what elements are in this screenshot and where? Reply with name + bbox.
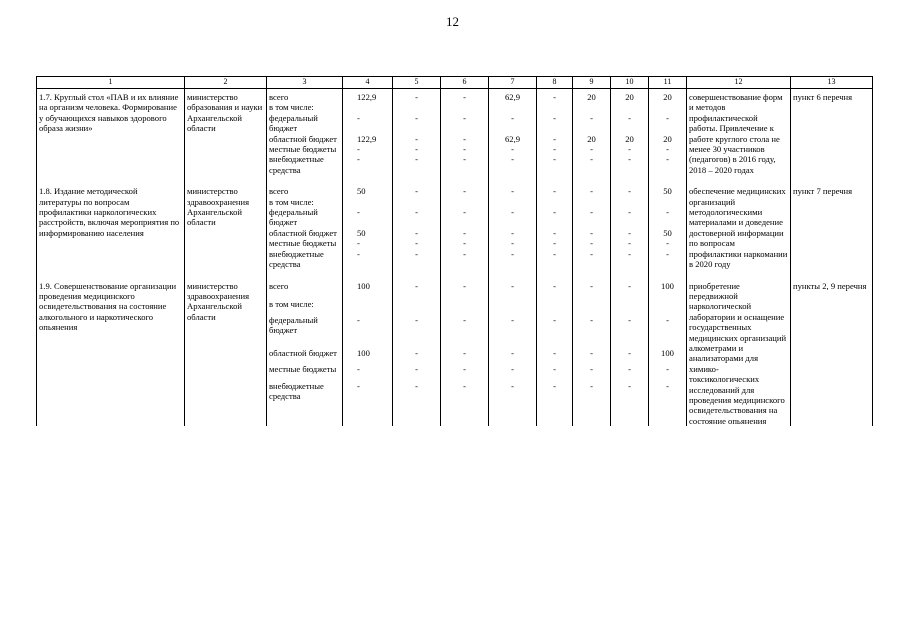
amount-cell: -	[537, 207, 573, 228]
amount-cell: -	[343, 364, 393, 380]
table-body	[37, 89, 873, 427]
amount-cell: -	[441, 228, 489, 238]
amount-cell: -	[343, 238, 393, 248]
amount-cell	[649, 197, 687, 207]
amount-cell: -	[573, 364, 611, 380]
amount-cell: -	[649, 364, 687, 380]
amount-cell: -	[393, 238, 441, 248]
amount-cell: -	[649, 154, 687, 183]
column-header: 4	[343, 77, 393, 89]
amount-cell: -	[489, 249, 537, 278]
amount-cell: -	[537, 364, 573, 380]
amount-cell: -	[489, 364, 537, 380]
amount-cell: -	[611, 381, 649, 427]
column-header: 5	[393, 77, 441, 89]
amount-cell: -	[393, 228, 441, 238]
amount-cell: -	[611, 315, 649, 348]
amount-cell: 50	[649, 228, 687, 238]
amount-cell	[393, 197, 441, 207]
amount-cell: -	[537, 228, 573, 238]
amount-cell: -	[393, 154, 441, 183]
amount-cell: 100	[343, 278, 393, 299]
amount-cell: -	[393, 144, 441, 154]
funding-source-cell: местные бюджеты	[267, 238, 343, 248]
amount-cell: -	[393, 113, 441, 134]
funding-source-cell: федеральный бюджет	[267, 113, 343, 134]
amount-cell: -	[343, 144, 393, 154]
amount-cell: -	[489, 228, 537, 238]
amount-cell: -	[573, 315, 611, 348]
funding-source-cell: внебюджетные средства	[267, 381, 343, 427]
amount-cell: -	[537, 183, 573, 196]
amount-cell: 20	[649, 134, 687, 144]
funding-source-cell: областной бюджет	[267, 228, 343, 238]
column-header: 2	[185, 77, 267, 89]
funding-source-cell: всего	[267, 278, 343, 299]
amount-cell: -	[489, 144, 537, 154]
column-header: 1	[37, 77, 185, 89]
amount-cell: -	[393, 278, 441, 299]
column-header: 12	[687, 77, 791, 89]
executor-cell: министерство здравоохранения Архангельской области	[185, 183, 267, 277]
column-number-row	[37, 77, 873, 89]
amount-cell: -	[573, 207, 611, 228]
program-table	[36, 76, 873, 426]
amount-cell: -	[441, 278, 489, 299]
funding-source-cell: федеральный бюджет	[267, 315, 343, 348]
amount-cell	[393, 299, 441, 315]
amount-cell	[573, 197, 611, 207]
amount-cell: -	[393, 364, 441, 380]
amount-cell: -	[489, 154, 537, 183]
amount-cell: -	[343, 154, 393, 183]
amount-cell: -	[441, 144, 489, 154]
funding-source-cell: областной бюджет	[267, 348, 343, 364]
funding-source-cell: всего	[267, 89, 343, 103]
table-row	[37, 89, 873, 103]
amount-cell: 100	[649, 348, 687, 364]
amount-cell: -	[441, 381, 489, 427]
amount-cell	[649, 299, 687, 315]
amount-cell: -	[611, 238, 649, 248]
measure-cell: 1.7. Круглый стол «ПАВ и их влияние на организм человека. Формирование у обучающихся навыков здорового образа жизни»	[37, 89, 185, 184]
amount-cell: -	[537, 134, 573, 144]
amount-cell: -	[537, 278, 573, 299]
amount-cell	[441, 102, 489, 112]
amount-cell: 50	[343, 183, 393, 196]
amount-cell	[393, 102, 441, 112]
expected-result-cell: совершенствование форм и методов профилактической работы. Привлечение к работе круглого стола не менее 30 участников (педагогов) в 2016 году, 2018 – 2020 годах	[687, 89, 791, 184]
amount-cell: -	[537, 238, 573, 248]
amount-cell: -	[611, 113, 649, 134]
amount-cell	[537, 102, 573, 112]
amount-cell: -	[611, 249, 649, 278]
table-row	[37, 278, 873, 299]
amount-cell	[611, 299, 649, 315]
funding-source-cell: местные бюджеты	[267, 364, 343, 380]
amount-cell: -	[573, 113, 611, 134]
amount-cell: -	[649, 207, 687, 228]
expected-result-cell: обеспечение медицинских организаций методологическими материалами и доведение достоверной информации по вопросам профилактики наркомании в 2020 году	[687, 183, 791, 277]
column-header: 8	[537, 77, 573, 89]
amount-cell: -	[611, 348, 649, 364]
column-header: 9	[573, 77, 611, 89]
amount-cell	[489, 299, 537, 315]
amount-cell: -	[611, 207, 649, 228]
funding-source-cell: в том числе:	[267, 102, 343, 112]
column-header: 10	[611, 77, 649, 89]
amount-cell: 100	[649, 278, 687, 299]
amount-cell: -	[343, 249, 393, 278]
amount-cell: -	[573, 228, 611, 238]
amount-cell	[611, 197, 649, 207]
amount-cell: -	[489, 278, 537, 299]
amount-cell: -	[611, 154, 649, 183]
amount-cell: 20	[573, 134, 611, 144]
amount-cell: -	[537, 348, 573, 364]
amount-cell: -	[649, 381, 687, 427]
amount-cell: 100	[343, 348, 393, 364]
amount-cell: 20	[611, 89, 649, 103]
amount-cell: -	[489, 183, 537, 196]
amount-cell	[537, 299, 573, 315]
table-row	[37, 183, 873, 196]
amount-cell: -	[537, 144, 573, 154]
amount-cell: -	[611, 278, 649, 299]
amount-cell: -	[441, 348, 489, 364]
amount-cell: 122,9	[343, 89, 393, 103]
amount-cell: 62,9	[489, 89, 537, 103]
amount-cell: -	[393, 89, 441, 103]
amount-cell	[649, 102, 687, 112]
amount-cell: -	[393, 249, 441, 278]
amount-cell: -	[611, 228, 649, 238]
amount-cell: -	[537, 154, 573, 183]
amount-cell: -	[537, 249, 573, 278]
column-header: 6	[441, 77, 489, 89]
column-header: 11	[649, 77, 687, 89]
amount-cell: -	[649, 113, 687, 134]
amount-cell: 62,9	[489, 134, 537, 144]
expected-result-cell: приобретение передвижной наркологической лаборатории и оснащение государственных медицинских организаций алкометрами и анализаторами для химико-токсикологических исследований для проведения медицинского освидетельствования на состояние опьянения	[687, 278, 791, 427]
column-header: 3	[267, 77, 343, 89]
amount-cell	[573, 102, 611, 112]
amount-cell: -	[489, 348, 537, 364]
amount-cell	[611, 102, 649, 112]
executor-cell: министерство здравоохранения Архангельской области	[185, 278, 267, 427]
basis-cell: пункт 6 перечня	[791, 89, 873, 184]
funding-source-cell: местные бюджеты	[267, 144, 343, 154]
amount-cell: -	[537, 113, 573, 134]
amount-cell: -	[441, 89, 489, 103]
amount-cell: 20	[611, 134, 649, 144]
amount-cell: 50	[343, 228, 393, 238]
funding-source-cell: в том числе:	[267, 197, 343, 207]
amount-cell: -	[441, 134, 489, 144]
executor-cell: министерство образования и науки Архангельской области	[185, 89, 267, 184]
amount-cell: -	[441, 113, 489, 134]
amount-cell	[441, 299, 489, 315]
amount-cell: -	[611, 183, 649, 196]
funding-source-cell: внебюджетные средства	[267, 249, 343, 278]
funding-source-cell: областной бюджет	[267, 134, 343, 144]
amount-cell: -	[537, 89, 573, 103]
amount-cell: -	[649, 249, 687, 278]
amount-cell	[343, 299, 393, 315]
amount-cell: -	[441, 315, 489, 348]
amount-cell: 20	[649, 89, 687, 103]
amount-cell: -	[537, 381, 573, 427]
amount-cell: -	[393, 315, 441, 348]
amount-cell: -	[573, 348, 611, 364]
amount-cell	[343, 197, 393, 207]
funding-source-cell: внебюджетные средства	[267, 154, 343, 183]
amount-cell: -	[573, 183, 611, 196]
amount-cell: -	[573, 154, 611, 183]
amount-cell: -	[573, 381, 611, 427]
amount-cell: -	[343, 207, 393, 228]
amount-cell: -	[649, 315, 687, 348]
amount-cell: -	[537, 315, 573, 348]
measure-cell: 1.8. Издание методической литературы по вопросам профилактики наркологических расстройств, включая мероприятия по информированию населения	[37, 183, 185, 277]
amount-cell: 20	[573, 89, 611, 103]
amount-cell: -	[441, 183, 489, 196]
funding-source-cell: в том числе:	[267, 299, 343, 315]
measure-cell: 1.9. Совершенствование организации проведения медицинского освидетельствования на состояние алкогольного и наркотического опьянения	[37, 278, 185, 427]
amount-cell: -	[393, 207, 441, 228]
amount-cell	[537, 197, 573, 207]
amount-cell	[489, 102, 537, 112]
amount-cell: -	[441, 154, 489, 183]
amount-cell	[343, 102, 393, 112]
amount-cell	[441, 197, 489, 207]
amount-cell: -	[611, 144, 649, 154]
amount-cell: -	[573, 238, 611, 248]
amount-cell: -	[441, 207, 489, 228]
basis-cell: пункты 2, 9 перечня	[791, 278, 873, 427]
amount-cell: -	[343, 381, 393, 427]
amount-cell: 122,9	[343, 134, 393, 144]
amount-cell: -	[441, 249, 489, 278]
amount-cell	[573, 299, 611, 315]
column-header: 7	[489, 77, 537, 89]
basis-cell: пункт 7 перечня	[791, 183, 873, 277]
amount-cell: -	[489, 238, 537, 248]
amount-cell: -	[573, 278, 611, 299]
amount-cell: -	[611, 364, 649, 380]
amount-cell: -	[343, 113, 393, 134]
amount-cell: -	[573, 249, 611, 278]
amount-cell: -	[393, 381, 441, 427]
amount-cell: -	[393, 134, 441, 144]
amount-cell: -	[573, 144, 611, 154]
column-header: 13	[791, 77, 873, 89]
amount-cell: -	[343, 315, 393, 348]
amount-cell: -	[489, 315, 537, 348]
amount-cell: -	[441, 364, 489, 380]
funding-source-cell: федеральный бюджет	[267, 207, 343, 228]
amount-cell: -	[393, 183, 441, 196]
page-number: 12	[446, 14, 459, 29]
amount-cell: -	[649, 238, 687, 248]
amount-cell: -	[489, 381, 537, 427]
amount-cell	[489, 197, 537, 207]
funding-source-cell: всего	[267, 183, 343, 196]
amount-cell: -	[649, 144, 687, 154]
amount-cell: -	[393, 348, 441, 364]
amount-cell: -	[489, 207, 537, 228]
amount-cell: -	[441, 238, 489, 248]
amount-cell: 50	[649, 183, 687, 196]
amount-cell: -	[489, 113, 537, 134]
